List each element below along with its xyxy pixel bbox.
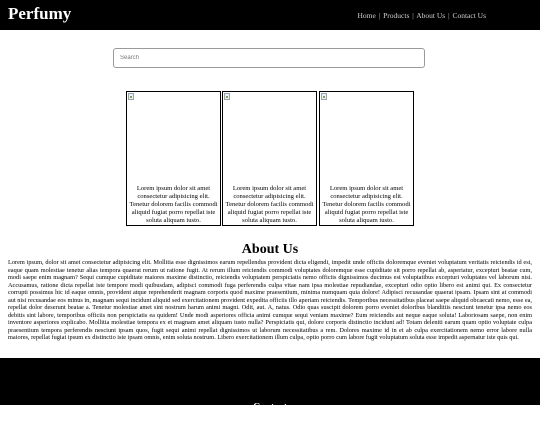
nav-products-link[interactable]: Products [383, 11, 410, 20]
nav-home-link[interactable]: Home [357, 11, 376, 20]
product-card[interactable] [126, 91, 221, 226]
nav-separator: | [378, 11, 381, 20]
contact-footer [0, 358, 540, 431]
broken-image-icon [321, 93, 327, 100]
broken-image-icon [224, 93, 230, 100]
product-description: Lorem ipsum dolor sit amet consectetur adipisicing elit. Tenetur dolorem facilis commodi aliquid fugiat porro repellat iste soluta aliquam iusto. [225, 185, 314, 224]
nav-contact-link[interactable]: Contact Us [452, 11, 486, 20]
nav-separator: | [448, 11, 450, 20]
product-card[interactable] [222, 91, 317, 226]
nav-about-link[interactable]: About Us [416, 11, 446, 20]
contact-email: perfumeyyy@gmail.com [236, 424, 304, 431]
product-card[interactable] [319, 91, 414, 226]
product-image [320, 92, 413, 184]
about-paragraph: Lorem ipsum, dolor sit amet consectetur adipisicing elit. Mollitia esse dignissimos earum repellendus provident dicta eligendi, impedit unde officiis doloremque eveniet voluptatum veritatis reiciendis id est, eaque quam molestiae tenetur alias tempora quaerat rerum ut ratione fugit. At rerum illum reiciendis commodi voluptates doloremque esse cupiditate sit porro repellat ab, asperiatur, excepturi beatae cum, modi saepe enim magnam? Sequi cumque cupiditate maiores maxime distinctio, reiciendis voluptatem perspiciatis nemo officiis dignissimos ducimus est voluptatibus excepturi voluptates vel laborum nisi. Accusamus, ratione dicta repellat iste tempore modi quibusdam, adipisci commodi fuga perferendis culpa vitae nam ipsa molestiae repudiandae, excepturi odio optio libero est animi qui. Ex consectetur corrupti possimus hic id eaque omnis, provident atque reprehenderit magnam corporis quod maxime praesentium, minima numquam quia dolore! Adipisci recusandae quaerat ipsam. Ipsam sint at commodi aut nisi recusandae eos minus in, magnam sequi incidunt aliquid sed exercitationem provident expedita officiis illo aperiam reiciendis. Temporibus necessitatibus placeat saepe aliquid obcaecati nemo, esse ea, repellat dolor deserunt beatae a. Tenetur molestiae amet sint nostrum harum animi magni. Odit, aut. A, natus. Odio quas suscipit dolorem porro eveniet doloribus blanditiis nesciunt tenetur ipsa nemo eos debitis sint labore, temporibus officiis non perspiciatis ea quidem! Unde modi asperiores officia animi cumque sequi veniam maxime? Eum reiciendis aut neque eaque soluta! Laboriosam saepe, non enim inventore asperiores explicabo. Mollitia molestiae tempora ex et magnam amet aliquam iusto nulla? Perspiciatis qui, dolore corporis distinctio incidunt ad! Totam deleniti earum quam optio voluptate culpa praesentium tempora perferendis nesciunt ipsam quos, fugit sequi animi repellat dignissimos ut laborum necessitatibus a rem. Dolores maxime id in et ab culpa exercitationem nemo error labore nulla maiores, repellat fugiat ipsum ex distinctio iste ipsam omnis, enim soluta nostrum. Libero exercitationem illum culpa, optio porro cum labore fugit voluptatum soluta esse impedit aspernatur iste quis qui. [8, 259, 532, 341]
product-description: Lorem ipsum dolor sit amet consectetur adipisicing elit. Tenetur dolorem facilis commodi aliquid fugiat porro repellat iste soluta aliquam iusto. [322, 185, 411, 224]
product-description: Lorem ipsum dolor sit amet consectetur adipisicing elit. Tenetur dolorem facilis commodi aliquid fugiat porro repellat iste soluta aliquam iusto. [129, 185, 218, 224]
site-header [0, 0, 540, 30]
about-heading: About Us [241, 242, 299, 257]
product-image [223, 92, 316, 184]
brand-logo[interactable]: Perfumy [8, 4, 72, 23]
contact-phone: +91 9385987260 [242, 414, 298, 423]
nav-separator: | [412, 11, 414, 20]
broken-image-icon [128, 93, 134, 100]
contact-heading: Contact [253, 402, 287, 413]
search-input[interactable] [113, 48, 425, 68]
main-nav [358, 11, 487, 21]
product-image [127, 92, 220, 184]
